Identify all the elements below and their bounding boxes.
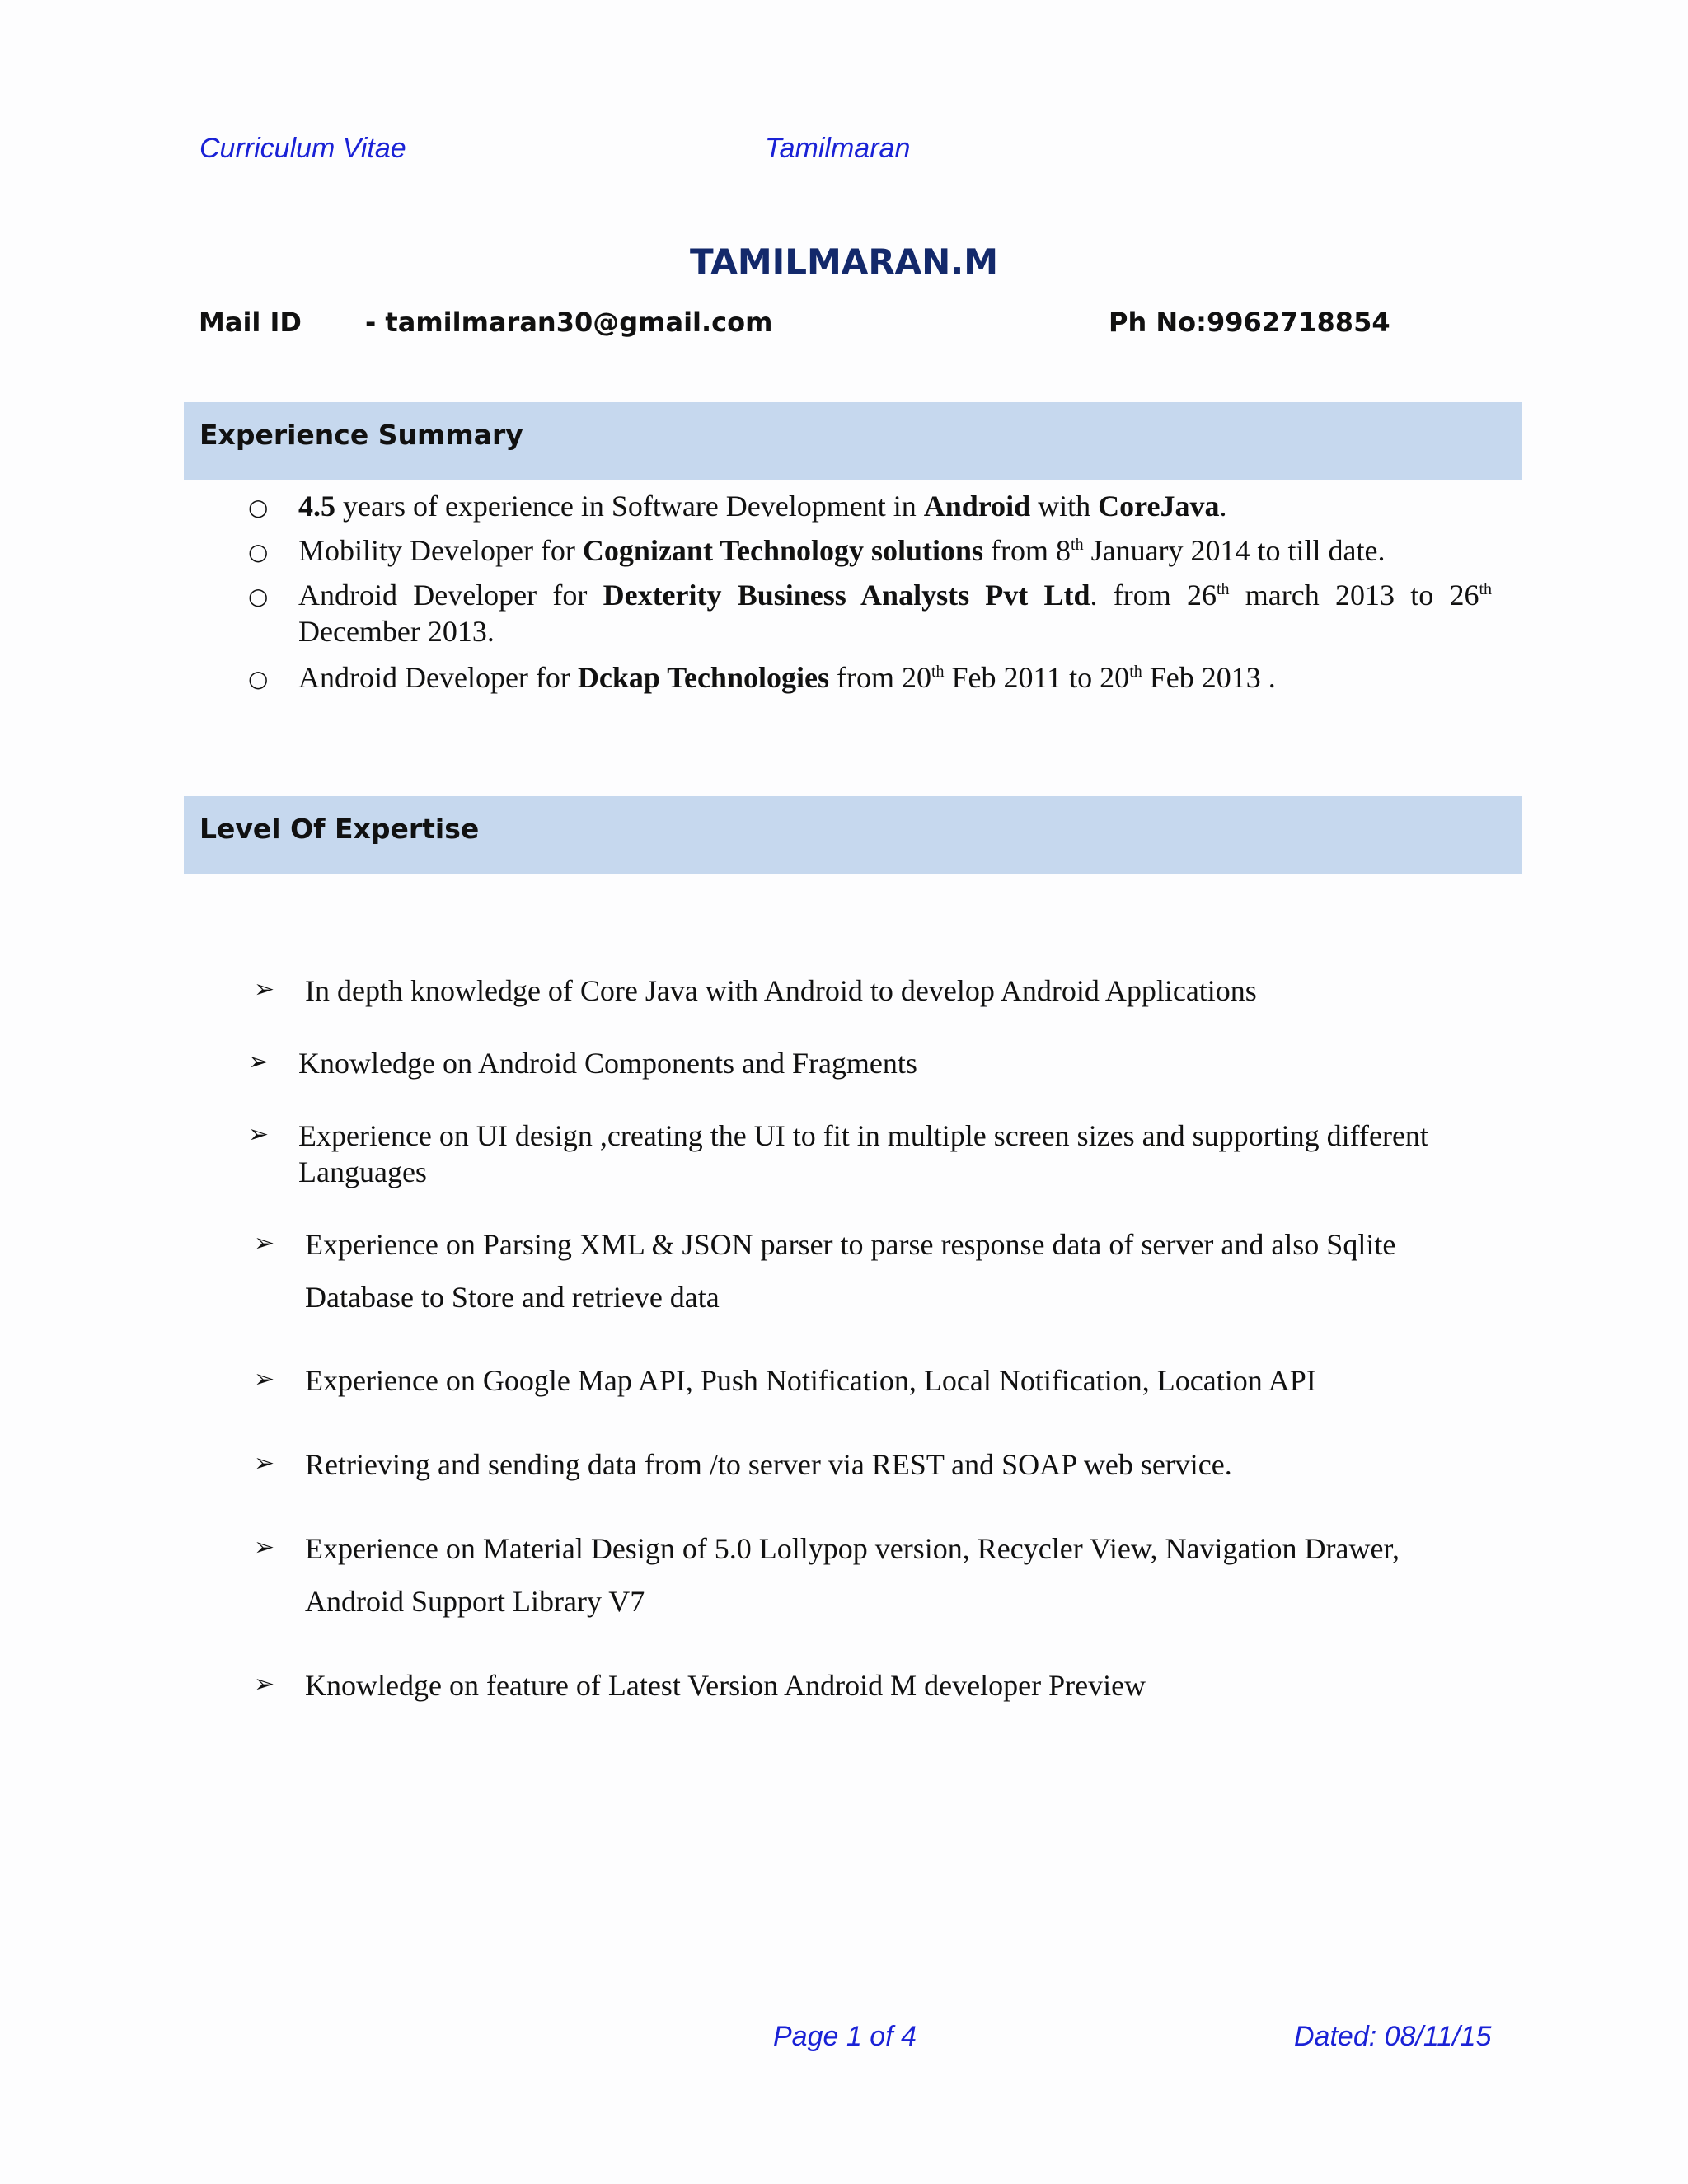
arrow-bullet-icon: ➢ [254,1670,275,1699]
experience-item [298,659,1492,696]
arrow-bullet-icon: ➢ [254,1449,275,1478]
arrow-bullet-icon: ➢ [248,1047,270,1076]
arrow-bullet-icon: ➢ [254,1533,275,1562]
experience-text: . from 26 [1090,579,1217,612]
expertise-item: Knowledge on feature of Latest Version Android M developer Preview [305,1669,1146,1702]
circle-bullet-icon: ○ [248,583,269,610]
ordinal-suffix: th [1071,536,1084,554]
experience-text: January 2014 to till date. [1083,534,1386,567]
experience-company: Cognizant Technology solutions [582,534,984,567]
circle-bullet-icon: ○ [248,494,269,521]
mail-value: - tamilmaran30@gmail.com [365,307,773,338]
ordinal-suffix: th [1479,580,1493,598]
ordinal-suffix: th [1217,580,1230,598]
expertise-item: Experience on Parsing XML & JSON parser to parse response data of server and also Sqlite Database to Store and retrieve data [305,1228,1396,1314]
experience-item [298,488,1492,524]
experience-text: Feb 2011 to 20 [944,661,1130,694]
ordinal-suffix: th [931,663,945,681]
experience-text: from 8 [983,534,1071,567]
expertise-item: Knowledge on Android Components and Fragments [298,1047,917,1080]
experience-text: Android Developer for [298,661,578,694]
experience-company: Dckap Technologies [577,661,829,694]
header-candidate-name: Tamilmaran [765,133,911,164]
experience-language: CoreJava [1098,490,1220,523]
experience-summary-title: Experience Summary [199,419,523,451]
arrow-bullet-icon: ➢ [254,1365,275,1394]
ordinal-suffix: th [1129,663,1142,681]
level-of-expertise-header [184,796,1522,874]
experience-text: Mobility Developer for [298,534,583,567]
candidate-name-title: TAMILMARAN.M [689,241,999,282]
phone-number: Ph No:9962718854 [1109,307,1390,338]
mail-label: Mail ID [199,307,302,338]
experience-text: from 20 [828,661,931,694]
level-of-expertise-title: Level Of Expertise [199,813,480,845]
page-number: Page 1 of 4 [773,2021,917,2052]
experience-text: years of experience in Software Development in [335,490,924,523]
arrow-bullet-icon: ➢ [248,1120,270,1149]
arrow-bullet-icon: ➢ [254,1229,275,1258]
experience-text: December 2013. [298,615,495,648]
expertise-item: In depth knowledge of Core Java with Android to develop Android Applications [305,974,1257,1007]
experience-years: 4.5 [298,490,335,523]
experience-item [298,577,1492,649]
experience-summary-header [184,402,1522,480]
expertise-item: Experience on Material Design of 5.0 Lollypop version, Recycler View, Navigation Drawer, Android Support Library V7 [305,1532,1400,1618]
circle-bullet-icon: ○ [248,665,269,692]
expertise-item: Experience on Google Map API, Push Notification, Local Notification, Location API [305,1364,1316,1397]
experience-company: Dexterity Business Analysts Pvt Ltd [603,579,1090,612]
experience-text: Android Developer for [298,579,603,612]
experience-text: march 2013 to 26 [1229,579,1479,612]
document-date: Dated: 08/11/15 [1294,2021,1492,2052]
circle-bullet-icon: ○ [248,538,269,565]
arrow-bullet-icon: ➢ [254,975,275,1004]
header-document-type: Curriculum Vitae [199,133,406,164]
expertise-item: Retrieving and sending data from /to server via REST and SOAP web service. [305,1448,1232,1481]
experience-text: with [1030,490,1099,523]
experience-platform: Android [923,490,1031,523]
experience-text: . [1219,490,1227,523]
expertise-item: Experience on UI design ,creating the UI to fit in multiple screen sizes and supporting different Languages [298,1119,1428,1188]
experience-text: Feb 2013 . [1142,661,1276,694]
experience-item [298,532,1492,569]
